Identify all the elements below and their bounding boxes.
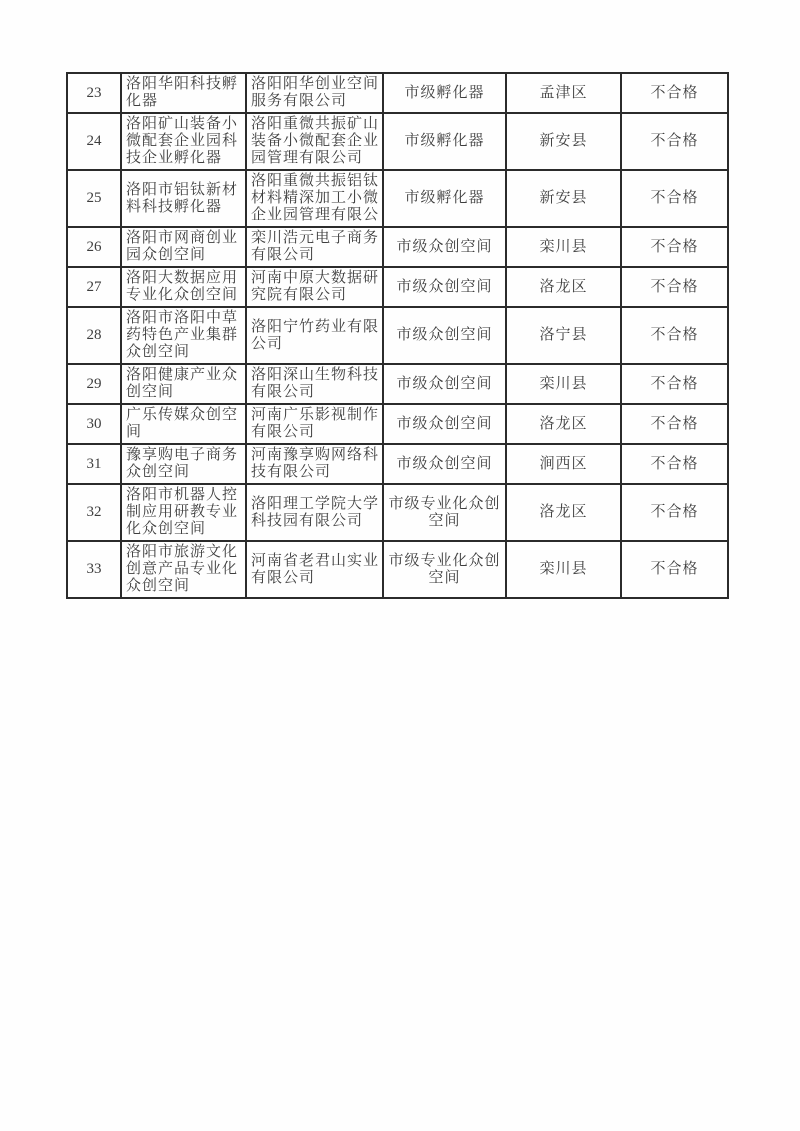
- cell-row-number: 31: [67, 444, 121, 484]
- cell-district: 新安县: [506, 170, 621, 227]
- cell-incubator-name: 洛阳矿山装备小微配套企业园科技企业孵化器: [121, 113, 246, 170]
- table-row: [67, 227, 728, 267]
- cell-company-name: 洛阳阳华创业空间服务有限公司: [246, 73, 383, 113]
- cell-district: 栾川县: [506, 227, 621, 267]
- cell-result: 不合格: [621, 444, 728, 484]
- cell-result: 不合格: [621, 307, 728, 364]
- cell-district: 新安县: [506, 113, 621, 170]
- cell-row-number: 24: [67, 113, 121, 170]
- table-row: [67, 267, 728, 307]
- cell-incubator-name: 洛阳市铝钛新材料科技孵化器: [121, 170, 246, 227]
- cell-type: 市级专业化众创空间: [383, 484, 506, 541]
- table-row: [67, 444, 728, 484]
- cell-company-name: 洛阳重微共振铝钛材料精深加工小微企业园管理有限公: [246, 170, 383, 227]
- cell-company-name: 河南中原大数据研究院有限公司: [246, 267, 383, 307]
- cell-row-number: 33: [67, 541, 121, 598]
- cell-incubator-name: 广乐传媒众创空间: [121, 404, 246, 444]
- cell-result: 不合格: [621, 484, 728, 541]
- cell-company-name: 洛阳重微共振矿山装备小微配套企业园管理有限公司: [246, 113, 383, 170]
- cell-company-name: 洛阳理工学院大学科技园有限公司: [246, 484, 383, 541]
- table-row: [67, 404, 728, 444]
- cell-type: 市级众创空间: [383, 267, 506, 307]
- cell-company-name: 河南广乐影视制作有限公司: [246, 404, 383, 444]
- cell-row-number: 23: [67, 73, 121, 113]
- cell-district: 孟津区: [506, 73, 621, 113]
- cell-row-number: 27: [67, 267, 121, 307]
- table-row: [67, 113, 728, 170]
- cell-type: 市级众创空间: [383, 364, 506, 404]
- cell-district: 栾川县: [506, 541, 621, 598]
- table-row: [67, 170, 728, 227]
- cell-district: 洛龙区: [506, 404, 621, 444]
- cell-type: 市级众创空间: [383, 307, 506, 364]
- table-row: [67, 484, 728, 541]
- table-row: [67, 73, 728, 113]
- cell-incubator-name: 洛阳市洛阳中草药特色产业集群众创空间: [121, 307, 246, 364]
- evaluation-table: [66, 72, 729, 599]
- cell-type: 市级专业化众创空间: [383, 541, 506, 598]
- cell-type: 市级众创空间: [383, 444, 506, 484]
- cell-result: 不合格: [621, 364, 728, 404]
- cell-row-number: 26: [67, 227, 121, 267]
- cell-company-name: 河南省老君山实业有限公司: [246, 541, 383, 598]
- cell-result: 不合格: [621, 404, 728, 444]
- cell-company-name: 栾川浩元电子商务有限公司: [246, 227, 383, 267]
- cell-type: 市级众创空间: [383, 404, 506, 444]
- cell-row-number: 30: [67, 404, 121, 444]
- table-row: [67, 307, 728, 364]
- cell-district: 涧西区: [506, 444, 621, 484]
- cell-company-name: 洛阳宁竹药业有限公司: [246, 307, 383, 364]
- cell-row-number: 32: [67, 484, 121, 541]
- cell-incubator-name: 洛阳市旅游文化创意产品专业化众创空间: [121, 541, 246, 598]
- cell-incubator-name: 洛阳市机器人控制应用研教专业化众创空间: [121, 484, 246, 541]
- cell-district: 洛龙区: [506, 484, 621, 541]
- cell-company-name: 洛阳深山生物科技有限公司: [246, 364, 383, 404]
- cell-incubator-name: 洛阳市网商创业园众创空间: [121, 227, 246, 267]
- cell-incubator-name: 洛阳健康产业众创空间: [121, 364, 246, 404]
- cell-type: 市级孵化器: [383, 113, 506, 170]
- cell-result: 不合格: [621, 73, 728, 113]
- cell-type: 市级众创空间: [383, 227, 506, 267]
- table-row: [67, 364, 728, 404]
- cell-district: 洛龙区: [506, 267, 621, 307]
- cell-result: 不合格: [621, 267, 728, 307]
- cell-row-number: 25: [67, 170, 121, 227]
- cell-result: 不合格: [621, 113, 728, 170]
- cell-result: 不合格: [621, 227, 728, 267]
- cell-type: 市级孵化器: [383, 73, 506, 113]
- cell-district: 洛宁县: [506, 307, 621, 364]
- cell-district: 栾川县: [506, 364, 621, 404]
- cell-incubator-name: 豫享购电子商务众创空间: [121, 444, 246, 484]
- cell-incubator-name: 洛阳大数据应用专业化众创空间: [121, 267, 246, 307]
- cell-result: 不合格: [621, 170, 728, 227]
- table-row: [67, 541, 728, 598]
- cell-incubator-name: 洛阳华阳科技孵化器: [121, 73, 246, 113]
- cell-type: 市级孵化器: [383, 170, 506, 227]
- cell-result: 不合格: [621, 541, 728, 598]
- cell-company-name: 河南豫享购网络科技有限公司: [246, 444, 383, 484]
- cell-row-number: 29: [67, 364, 121, 404]
- cell-row-number: 28: [67, 307, 121, 364]
